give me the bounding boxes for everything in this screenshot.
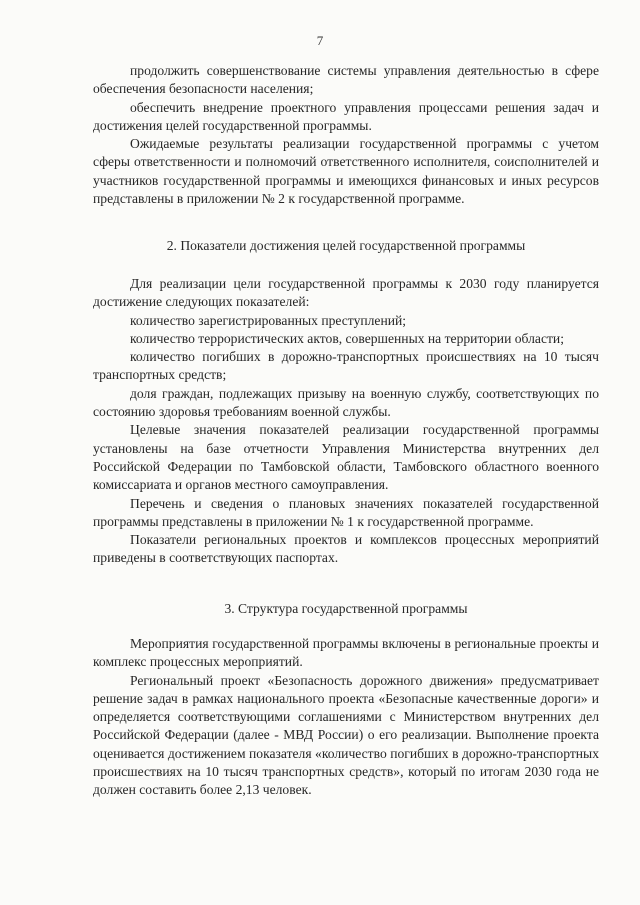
intro-block [93, 62, 599, 208]
section-3-paragraph: Региональный проект «Безопасность дорожного движения» предусматривает решение задач в рамках национального проекта «Безопасные качественные дороги» и определяется соответствующими соглашениями с Министерством внутренних дел Российской Федерации (далее - МВД России) о его реализации. Выполнение проекта оценивается достижением показателя «количество погибших в дорожно-транспортных происшествиях на 10 тысяч транспортных средств», который по итогам 2030 года не должен составить более 2,13 человек. [93, 672, 599, 798]
section-2-paragraph: доля граждан, подлежащих призыву на военную службу, соответствующих по состоянию здоровья требованиям военной службы. [93, 385, 599, 420]
section-2-paragraph: Для реализации цели государственной программы к 2030 году планируется достижение следующих показателей: [93, 276, 599, 310]
intro-paragraph: обеспечить внедрение проектного управления процессами решения задач и достижения целей государственной программы. [93, 99, 599, 133]
section-2-paragraph: количество террористических актов, совершенных на территории области; [130, 330, 564, 346]
section-2-paragraph: количество зарегистрированных преступлений; [130, 312, 407, 328]
section-2-body [93, 275, 599, 568]
section-2-heading: 2. Показатели достижения целей государственной программы [166, 238, 526, 253]
section-2-paragraph: Показатели региональных проектов и комплексов процессных мероприятий приведены в соответствующих паспортах. [93, 532, 599, 566]
section-2-paragraph: Целевые значения показателей реализации государственной программы установлены на базе отчетности Управления Министерства внутренних дел Российской Федерации по Тамбовской области, Тамбовского областного военного комиссариата и органов местного самоуправления. [93, 422, 599, 493]
section-2-paragraph: Перечень и сведения о плановых значениях показателей государственной программы представлены в приложении № 1 к государственной программе. [93, 495, 599, 529]
section-2-heading-block [93, 237, 599, 255]
intro-paragraph: продолжить совершенствование системы управления деятельностью в сфере обеспечения безопасности населения; [93, 63, 599, 97]
section-3-paragraph: Мероприятия государственной программы включены в региональные проекты и комплекс процессных мероприятий. [93, 636, 599, 670]
section-3-heading: 3. Структура государственной программы [224, 601, 468, 616]
page-number: 7 [316, 33, 324, 48]
intro-paragraph: Ожидаемые результаты реализации государственной программы с учетом сферы ответственности и полномочий ответственного исполнителя, соисполнителей и участников государственной программы и имеющихся финансовых и иных ресурсов представлены в приложении № 2 к государственной программе. [93, 136, 599, 207]
section-3-body [93, 635, 599, 800]
section-3-heading-block [93, 600, 599, 618]
section-2-paragraph: количество погибших в дорожно-транспортных происшествиях на 10 тысяч транспортных средств; [93, 349, 599, 383]
